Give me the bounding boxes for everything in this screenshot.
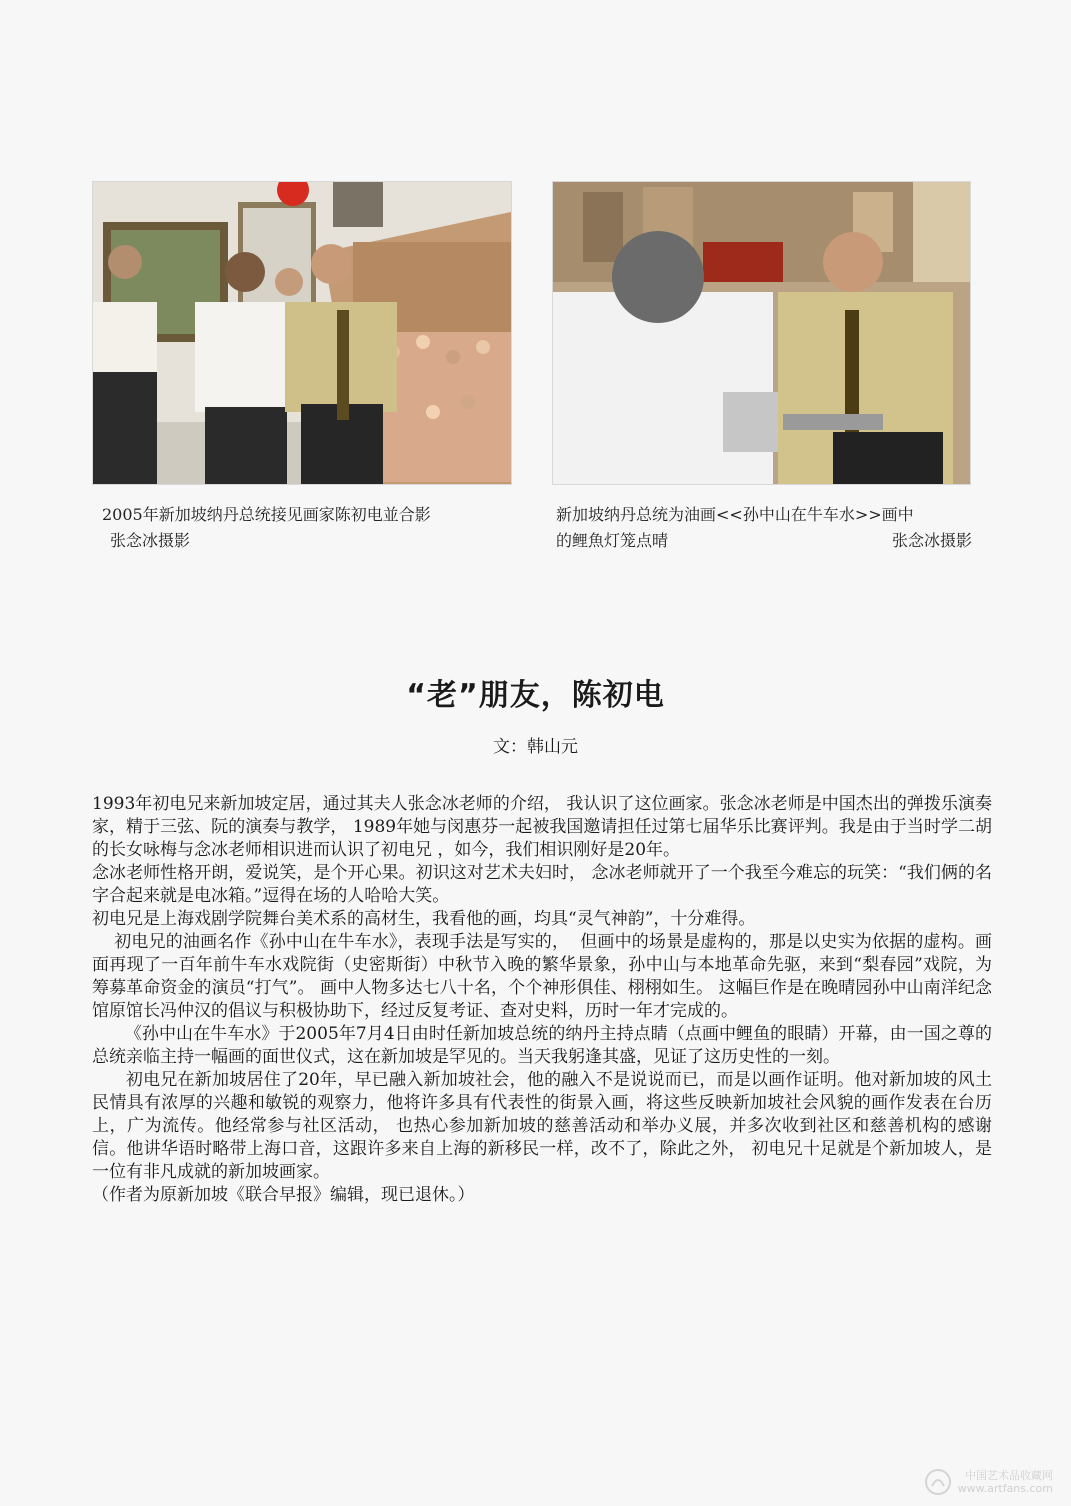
site-watermark: [924, 1468, 1053, 1496]
photo-2-credit: 张念冰摄影: [891, 531, 972, 550]
photo-1-caption-line1: 2005年新加坡纳丹总统接见画家陈初电並合影: [102, 505, 431, 524]
article-paragraph: 初电兄的油画名作《孙中山在牛车水》，表现手法是写实的， 但画中的场景是虚构的，那是以史实为依据的虚构。画面再现了一百年前牛车水戏院街（史密斯街）中秋节入晚的繁华景象，孙中山与本地革命先驱，来到“梨春园”戏院，为筹募革命资金的演员“打气”。 画中人物多达七八十名，个个神形俱佳、栩栩如生。 这幅巨作是在晚晴园孙中山南洋纪念馆原馆长冯仲汉的倡议与积极协助下，经过反复考证、查对史料，历时一年才完成的。: [92, 932, 992, 1021]
article-paragraph: 1993年初电兄来新加坡定居，通过其夫人张念冰老师的介绍， 我认识了这位画家。张念冰老师是中国杰出的弹拨乐演奏家，精于三弦、阮的演奏与教学， 1989年她与闵惠芬一起被我国邀请担任过第七届华乐比赛评判。我是由于当时学二胡的长女咏梅与念冰老师相识进而认识了初电兄 ，如今，我们相识刚好是20年。: [92, 794, 992, 860]
article-title: “老”朋友，陈初电: [406, 678, 665, 713]
watermark-site-name: 中国艺术品收藏网: [965, 1469, 1053, 1482]
watermark-logo-icon: [924, 1468, 952, 1496]
article-paragraph: （作者为原新加坡《联合早报》编辑，现已退休。）: [92, 1185, 475, 1205]
photo-2-caption-line1: 新加坡纳丹总统为油画<<孙中山在牛车水>>画中: [556, 505, 914, 524]
article-paragraph: 初电兄在新加坡居住了20年，早已融入新加坡社会，他的融入不是说说而已，而是以画作证明。他对新加坡的风土民情具有浓厚的兴趣和敏锐的观察力，他将许多具有代表性的街景入画，将这些反映新加坡社会风貌的画作发表在台历上，广为流传。他经常参与社区活动， 也热心参加新加坡的慈善活动和举办义展，并多次收到社区和慈善机构的感谢信。他讲华语时略带上海口音，这跟许多来自上海的新移民一样，改不了，除此之外， 初电兄十足就是个新加坡人，是一位有非凡成就的新加坡画家。: [92, 1070, 992, 1182]
photo-2-caption-line2: 的鲤魚灯笼点晴: [556, 531, 669, 550]
photo-eye-dotting-ceremony: [552, 181, 971, 485]
article-paragraph: 《孙中山在牛车水》于2005年7月4日由时任新加坡总统的纳丹主持点睛（点画中鲤鱼的眼睛）开幕，由一国之尊的总统亲临主持一幅画的面世仪式，这在新加坡是罕见的。当天我躬逢其盛，见证了这历史性的一刻。: [92, 1024, 992, 1067]
watermark-url: www.artfans.com: [957, 1482, 1053, 1495]
article-paragraph: 初电兄是上海戏剧学院舞台美术系的高材生，我看他的画，均具“灵气神韵”，十分难得。: [92, 909, 756, 929]
article-body: [92, 793, 992, 1207]
photo-president-meets-painter: [92, 181, 512, 485]
photo-2-caption: [556, 502, 972, 554]
article-paragraph: 念冰老师性格开朗，爱说笑，是个开心果。初识这对艺术夫妇时， 念冰老师就开了一个我至今难忘的玩笑：“我们俩的名字合起来就是电冰箱。”逗得在场的人哈哈大笑。: [92, 863, 992, 906]
photo-1-caption: [102, 502, 512, 554]
article-byline: 文：韩山元: [493, 737, 578, 757]
photo-1-credit: 张念冰摄影: [110, 531, 191, 550]
